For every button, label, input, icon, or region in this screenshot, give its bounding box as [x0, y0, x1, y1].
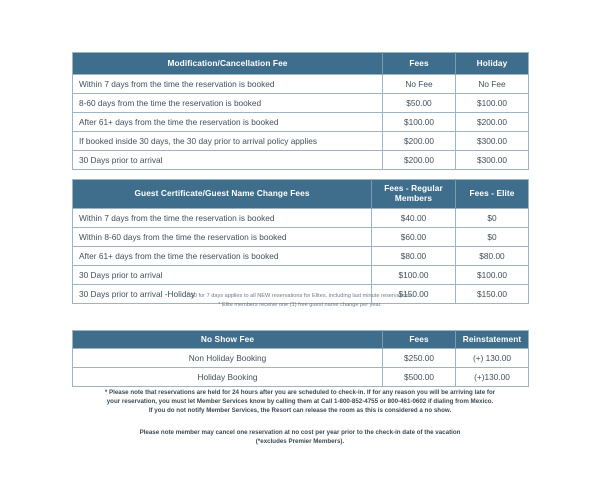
row-fee: $100.00	[383, 113, 456, 132]
row-fee-regular: $60.00	[372, 228, 456, 247]
column-header-no-show-fee: No Show Fee	[73, 331, 383, 349]
column-header-fees: Fees	[383, 53, 456, 75]
row-fee-regular: $100.00	[372, 266, 456, 285]
column-header-modification: Modification/Cancellation Fee	[73, 53, 383, 75]
row-label: After 61+ days from the time the reservation is booked	[73, 113, 383, 132]
row-label: 8-60 days from the time the reservation is booked	[73, 94, 383, 113]
row-holiday: $300.00	[456, 151, 529, 170]
row-label: Within 7 days from the time the reservation is booked	[73, 209, 372, 228]
row-fee-regular: $40.00	[372, 209, 456, 228]
column-header-guest-certificate: Guest Certificate/Guest Name Change Fees	[73, 180, 372, 209]
row-fee: $50.00	[383, 94, 456, 113]
free-cancellation-policy-note	[60, 429, 540, 447]
row-fee-elite: $0	[456, 228, 529, 247]
row-fee: $200.00	[383, 132, 456, 151]
table-header-row	[73, 180, 529, 209]
column-header-reinstatement: Reinstatement	[456, 331, 529, 349]
table-row	[73, 228, 529, 247]
column-header-fees-regular-members: Fees - Regular Members	[372, 180, 456, 209]
row-label: After 61+ days from the time the reservation is booked	[73, 247, 372, 266]
table-row	[73, 209, 529, 228]
row-fee-elite: $100.00	[456, 266, 529, 285]
row-label: If booked inside 30 days, the 30 day prior to arrival policy applies	[73, 132, 383, 151]
row-label: Within 8-60 days from the time the reservation is booked	[73, 228, 372, 247]
row-fee-elite: $0	[456, 209, 529, 228]
row-holiday: No Fee	[456, 75, 529, 94]
row-label: 30 Days prior to arrival	[73, 151, 383, 170]
row-label: 30 Days prior to arrival	[73, 266, 372, 285]
row-fee: $250.00	[383, 349, 456, 368]
table-row	[73, 75, 529, 94]
footnote-elite-free-name-change: * Elite members receive one (1) free guest name change per year.	[218, 301, 382, 308]
footnote-elite-new-reservations: * $0 for 7 days applies to all NEW reservations for Elites, including last minute reservations.	[186, 293, 414, 299]
table-row	[73, 266, 529, 285]
row-label: Holiday Booking	[73, 368, 383, 387]
row-holiday: $300.00	[456, 132, 529, 151]
row-label: Within 7 days from the time the reservation is booked	[73, 75, 383, 94]
row-holiday: $200.00	[456, 113, 529, 132]
row-fee: No Fee	[383, 75, 456, 94]
table-row	[73, 151, 529, 170]
column-header-fees: Fees	[383, 331, 456, 349]
row-reinstatement: (+) 130.00	[456, 349, 529, 368]
row-fee: $200.00	[383, 151, 456, 170]
row-label: 30 Days prior to arrival -Holiday	[73, 285, 372, 304]
hold-policy-line-2: your reservation, you must let Member Services know by calling them at Call 1-800-852-4755 or 800-461-0602 if dialing from Mexico.	[106, 397, 494, 405]
modification-cancellation-fee-table	[72, 52, 529, 170]
table-row	[73, 113, 529, 132]
table-row	[73, 247, 529, 266]
reservation-hold-policy-note	[60, 389, 540, 416]
row-fee-regular: $80.00	[372, 247, 456, 266]
table-header-row	[73, 53, 529, 75]
guest-certificate-footnotes	[72, 292, 528, 309]
table-row	[73, 349, 529, 368]
guest-certificate-name-change-fee-table	[72, 179, 529, 304]
table-row	[73, 368, 529, 387]
no-show-fee-table	[72, 330, 529, 387]
row-fee-elite: $150.00	[456, 285, 529, 304]
cancel-policy-line-1: Please note member may cancel one reservation at no cost per year prior to the check-in date of the vacation	[139, 429, 461, 436]
row-reinstatement: (+)130.00	[456, 368, 529, 387]
table-row	[73, 94, 529, 113]
row-fee: $500.00	[383, 368, 456, 387]
column-header-fees-elite: Fees - Elite	[456, 180, 529, 209]
row-fee-elite: $80.00	[456, 247, 529, 266]
row-label: Non Holiday Booking	[73, 349, 383, 368]
table-header-row	[73, 331, 529, 349]
hold-policy-line-1: * Please note that reservations are held for 24 hours after you are scheduled to check-in. If for any reason you will be arriving late for	[104, 389, 496, 396]
row-fee-regular: $150.00	[372, 285, 456, 304]
column-header-holiday: Holiday	[456, 53, 529, 75]
row-holiday: $100.00	[456, 94, 529, 113]
cancel-policy-line-2: (*excludes Premier Members).	[255, 437, 345, 445]
table-row	[73, 132, 529, 151]
hold-policy-line-3: If you do not notify Member Services, the Resort can release the room as this is considered a no show.	[148, 406, 452, 414]
